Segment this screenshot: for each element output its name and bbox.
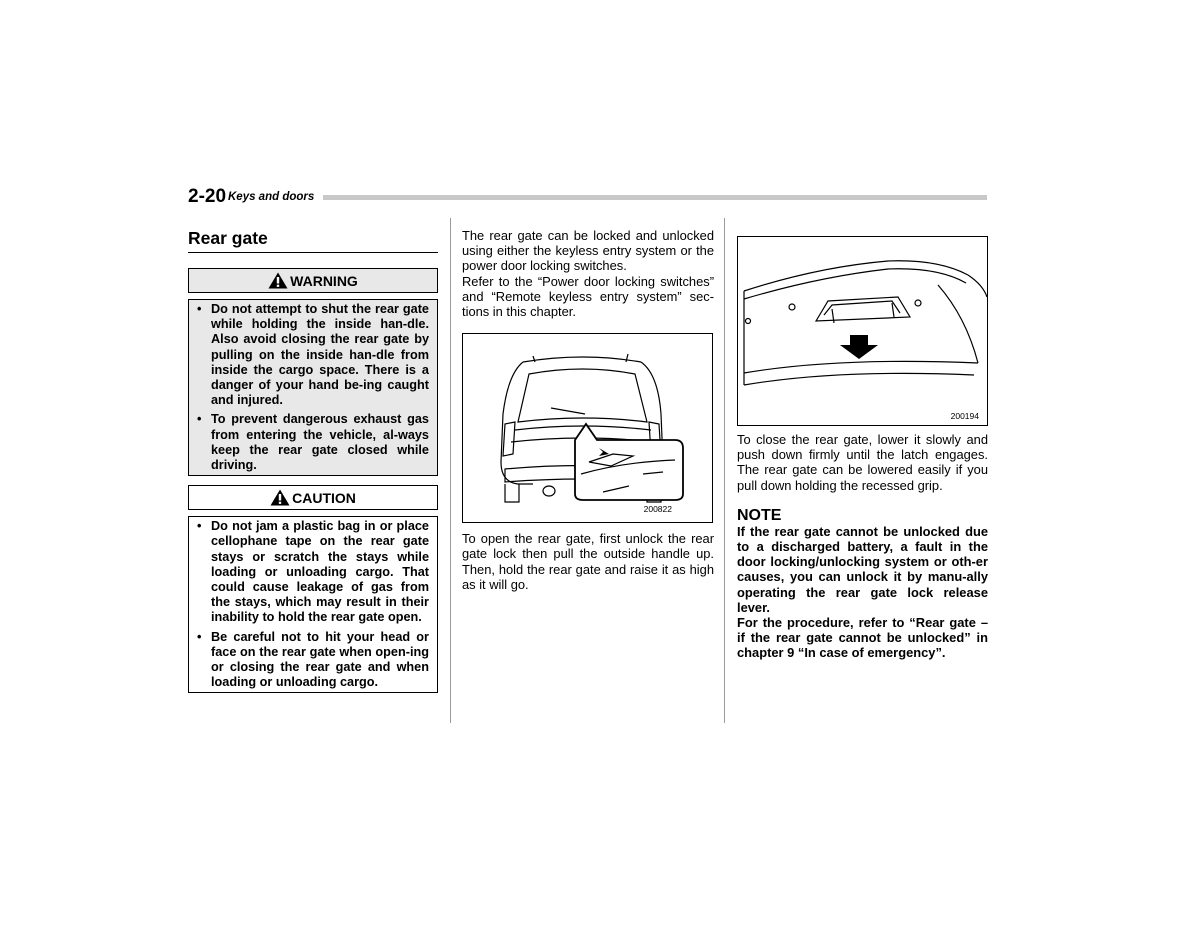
vehicle-rear-illustration — [463, 334, 712, 522]
section-title: Rear gate — [188, 228, 438, 253]
column-right — [737, 236, 988, 661]
paragraph: To open the rear gate, first unlock the rear gate lock then pull the outside handle up. Then, hold the rear gate and raise it as high as it will go. — [462, 531, 714, 592]
page-number: 2-20 — [188, 186, 227, 207]
paragraph: Refer to the “Power door locking switches” and “Remote keyless entry system” sec-tions in this chapter. — [462, 273, 714, 320]
note-text: For the procedure, refer to “Rear gate – if the rear gate cannot be unlocked” in chapter 9 “In case of emergency”. — [737, 615, 988, 661]
warning-triangle-icon — [268, 272, 288, 289]
warning-label — [188, 268, 438, 293]
warning-item: • Do not attempt to shut the rear gate while holding the inside han-dle. Also avoid closing the rear gate by pulling on the inside han-dle from inside the cargo space. There is a danger of your hand be-ing caught and injured. — [197, 302, 429, 408]
note-text: If the rear gate cannot be unlocked due to a discharged battery, a fault in the door locking/unlocking system or oth-er causes, you can unlock it by manu-ally operating the rear gate lock release lever. — [737, 523, 988, 615]
column-left — [188, 226, 438, 693]
column-middle — [462, 228, 714, 592]
caution-item: • Be careful not to hit your head or face on the rear gate when open-ing or closing the rear gate and when loading or unloading cargo. — [197, 630, 429, 691]
header-rule — [323, 195, 987, 200]
column-divider — [724, 218, 725, 723]
figure-code: 200822 — [643, 504, 672, 515]
caution-triangle-icon — [270, 489, 290, 506]
caution-item: • Do not jam a plastic bag in or place cellophane tape on the rear gate stays or scratch the stays while loading or unloading cargo. That could cause leakage of gas from the stays, which may result in their inability to hold the rear gate open. — [197, 519, 429, 625]
recessed-grip-figure — [737, 236, 988, 426]
column-divider — [450, 218, 451, 723]
rear-gate-handle-figure — [462, 333, 713, 523]
figure-code: 200194 — [950, 411, 979, 421]
recessed-grip-illustration — [738, 237, 987, 425]
caution-label — [188, 485, 438, 510]
paragraph: The rear gate can be locked and unlocked using either the keyless entry system or the power door locking switches. — [462, 228, 714, 274]
page-header — [188, 186, 988, 208]
warning-item: • To prevent dangerous exhaust gas from entering the vehicle, al-ways keep the rear gate closed while driving. — [197, 412, 429, 473]
caution-box — [188, 516, 438, 693]
note-title: NOTE — [737, 506, 782, 524]
warning-box — [188, 299, 438, 476]
warning-label-text: WARNING — [290, 272, 358, 289]
section-name: Keys and doors — [228, 191, 315, 203]
caution-label-text: CAUTION — [292, 489, 356, 506]
paragraph: To close the rear gate, lower it slowly and push down firmly until the latch engages. The rear gate can be lowered easily if you pull down holding the recessed grip. — [737, 432, 988, 493]
